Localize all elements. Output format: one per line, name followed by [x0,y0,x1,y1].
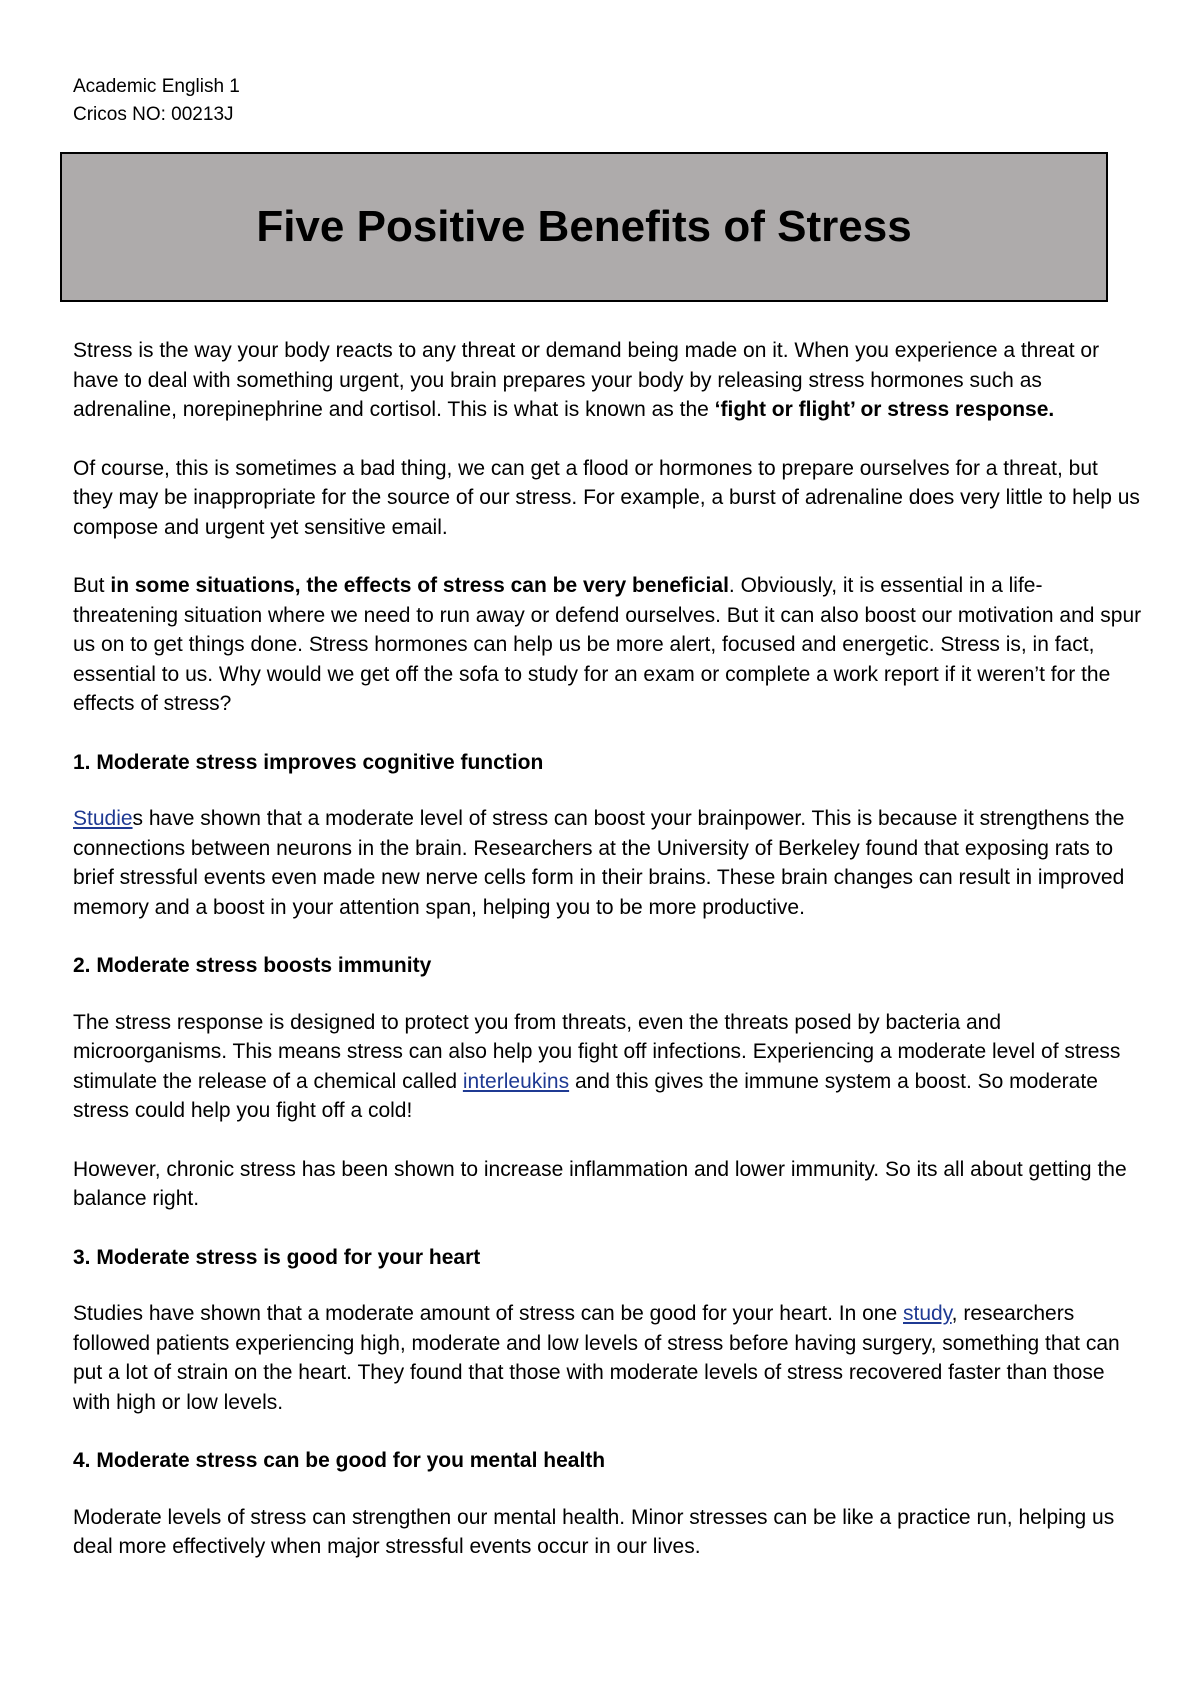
section-1-text: s have shown that a moderate level of stress can boost your brainpower. This is because it strengthens the connections between neurons in the brain. Researchers at the University of Berkeley found that exposing rats to brief stressful events even made new nerve cells form in their brains. These brain changes can result in improved memory and a boost in your attention span, helping you to be more productive. [73,807,1125,919]
section-2-text-after: and this gives the immune system a boost. So moderate stress could help you fight off a cold! [73,1069,1098,1122]
intro-p3-start: But [73,574,111,597]
section-3-text-before: Studies have shown that a moderate amount of stress can be good for your heart. In one [73,1302,904,1325]
section-heading-2: 2. Moderate stress boosts immunity [73,954,432,977]
section-2-paragraph-2: However, chronic stress has been shown to increase inflammation and lower immunity. So its all about getting the balance right. [73,1157,1127,1210]
section-1-paragraph [73,804,1143,922]
cricos-number: Cricos NO: 00213J [73,104,234,125]
document-header [73,73,240,129]
course-name: Academic English 1 [73,76,240,97]
document-body [73,336,1143,1591]
section-2-text-before: The stress response is designed to protect you from threats, even the threats posed by bacteria and microorganisms. This means stress can also help you fight off infections. Experiencing a moderate level of stress stimulate the release of a chemical called [73,1010,1121,1093]
intro-p3-rest: . Obviously, it is essential in a life-threatening situation where we need to run away or defend ourselves. But it can also boost our motivation and spur us on to get things done. Stress hormones can help us be more alert, focused and energetic. Stress is, in fact, essential to us. Why would we get off the sofa to study for an exam or complete a work report if it weren’t for the effects of stress? [73,574,1142,715]
intro-p3-bold: in some situations, the effects of stress can be very beneficial [110,574,729,597]
interleukins-link[interactable]: interleukins [462,1069,570,1093]
intro-paragraph-2: Of course, this is sometimes a bad thing, we can get a flood or hormones to prepare ourselves for a threat, but they may be inappropriate for the source of our stress. For example, a burst of adrenaline does very little to help us compose and urgent yet sensitive email. [73,456,1140,539]
section-heading-3: 3. Moderate stress is good for your heart [73,1245,481,1269]
study-link[interactable]: study [903,1302,952,1325]
intro-paragraph-3 [73,571,1143,719]
intro-paragraph-1 [73,336,1143,425]
section-heading-1: 1. Moderate stress improves cognitive function [73,750,544,774]
section-2-paragraph-1 [73,1008,1143,1126]
title-banner [60,152,1108,302]
studies-link[interactable]: Studie [73,807,133,830]
page-title: Five Positive Benefits of Stress [256,202,912,251]
section-3-text-after: , researchers followed patients experiencing high, moderate and low levels of stress before having surgery, something that can put a lot of strain on the heart. They found that those with moderate levels of stress recovered faster than those with high or low levels. [73,1302,1120,1414]
section-3-paragraph [73,1299,1143,1417]
intro-bold-text: ‘fight or flight’ or stress response. [714,398,1055,421]
section-heading-4: 4. Moderate stress can be good for you mental health [73,1449,606,1472]
section-4-paragraph: Moderate levels of stress can strengthen our mental health. Minor stresses can be like a practice run, helping us deal more effectively when major stressful events occur in our lives. [73,1505,1115,1558]
intro-text: Stress is the way your body reacts to any threat or demand being made on it. When you experience a threat or have to deal with something urgent, you brain prepares your body by releasing stress hormones such as adrenaline, norepinephrine and cortisol. This is what is known as the [73,339,1100,421]
